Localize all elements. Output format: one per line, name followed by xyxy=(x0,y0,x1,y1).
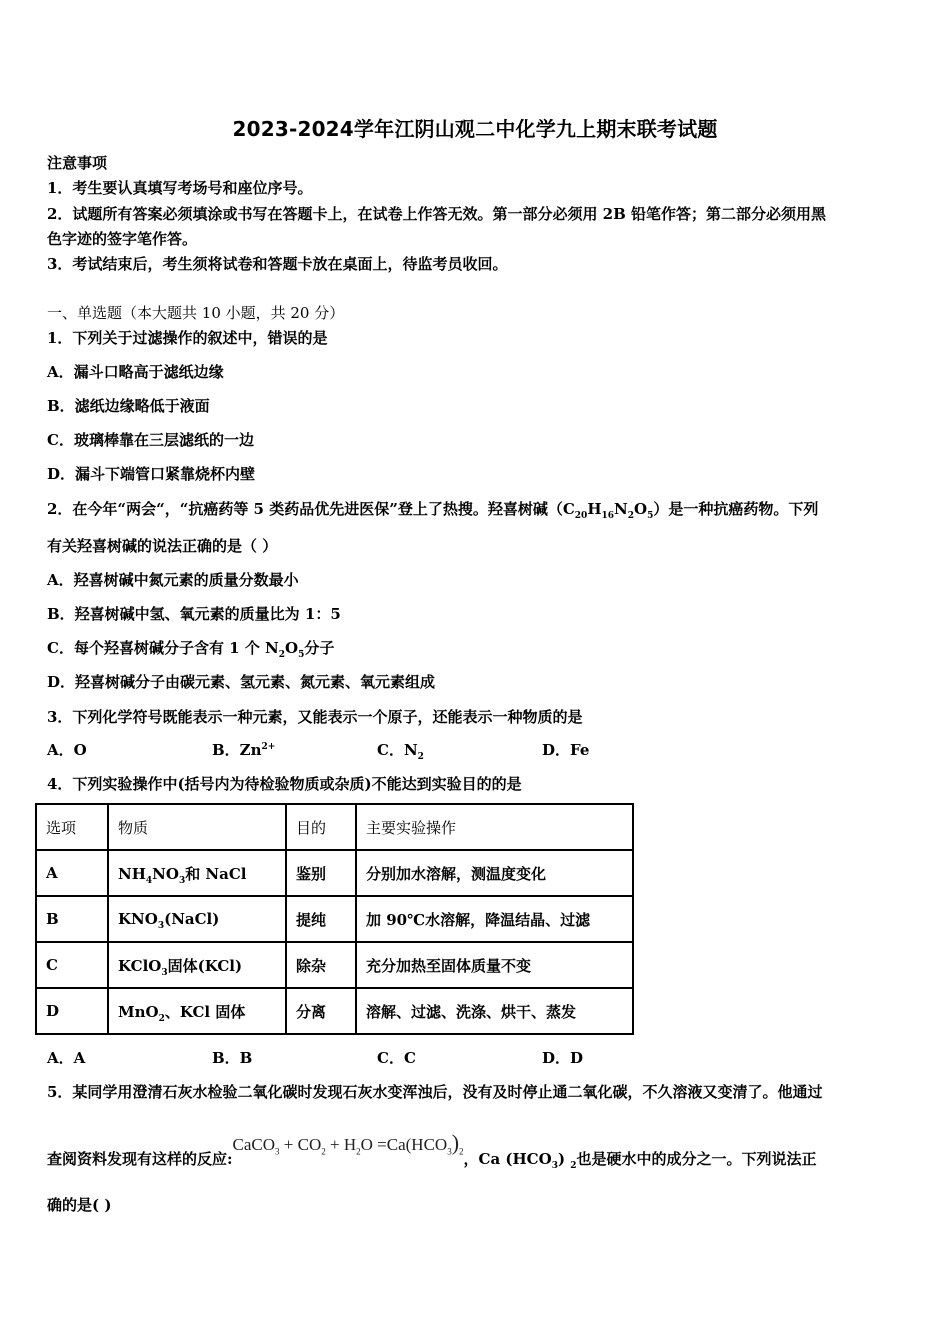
q4-option-a: A．A xyxy=(47,1049,86,1067)
table-row xyxy=(36,896,633,942)
notice-item-2-cont: 色字迹的签字笔作答。 xyxy=(47,230,198,248)
q3-option-b: B．$Zn^{2+}$ xyxy=(212,741,276,759)
table-header-row xyxy=(36,804,633,850)
table-cell-substance: $NH_4NO_3$和 NaCl xyxy=(108,850,286,896)
table-cell-operation: 充分加热至固体质量不变 xyxy=(356,942,633,988)
table-cell-operation: 加 90℃水溶解，降温结晶、过滤 xyxy=(356,896,633,942)
table-header-cell: 物质 xyxy=(108,804,286,850)
reaction-equation: CaCO$_3$ + $CO_2 + H_2O =Ca(HCO_3)_2$ xyxy=(232,1130,464,1157)
q2-option-a: A．羟喜树碱中氮元素的质量分数最小 xyxy=(47,571,299,589)
notice-heading: 注意事项 xyxy=(47,154,108,172)
q3-option-a: A．O xyxy=(47,741,87,759)
table-cell-substance: KClO$_3$固体(KCl) xyxy=(108,942,286,988)
q3-option-c: C．$N_2$ xyxy=(377,741,424,762)
table-cell-option: D xyxy=(36,988,108,1034)
q4-option-b: B．B xyxy=(212,1049,253,1067)
q1-option-d: D．漏斗下端管口紧靠烧杯内壁 xyxy=(47,465,256,483)
q2-option-b: B．羟喜树碱中氢、氧元素的质量比为 1：5 xyxy=(47,605,341,623)
q1-option-a: A．漏斗口略高于滤纸边缘 xyxy=(47,363,224,381)
table-cell-option: B xyxy=(36,896,108,942)
q4-option-c: C．C xyxy=(377,1049,416,1067)
notice-item-3: 3．考试结束后，考生须将试卷和答题卡放在桌面上，待监考员收回。 xyxy=(47,255,508,273)
table-cell-substance: MnO$_2$、KCl 固体 xyxy=(108,988,286,1034)
q4-option-d: D．D xyxy=(542,1049,584,1067)
table-row xyxy=(36,942,633,988)
section-heading: 一、单选题（本大题共 10 小题，共 20 分） xyxy=(47,304,345,322)
q2-stem: 2．在今年“两会“，“抗癌药等 5 类药品优先进医保”登上了热搜。羟喜树碱$(C_{20}H_{16}N_2O_5)$是一种抗癌药物。下列 xyxy=(47,500,819,521)
q1-option-b: B．滤纸边缘略低于液面 xyxy=(47,397,210,415)
table-row xyxy=(36,988,633,1034)
table-cell-goal: 鉴别 xyxy=(286,850,356,896)
q2-stem-cont: 有关羟喜树碱的说法正确的是（ ） xyxy=(47,537,278,555)
table-cell-option: C xyxy=(36,942,108,988)
table-cell-goal: 提纯 xyxy=(286,896,356,942)
q3-option-d: D．Fe xyxy=(542,741,590,759)
table-cell-goal: 分离 xyxy=(286,988,356,1034)
q3-stem: 3．下列化学符号既能表示一种元素，又能表示一个原子，还能表示一种物质的是 xyxy=(47,708,583,726)
q4-stem: 4．下列实验操作中(括号内为待检验物质或杂质)不能达到实验目的的是 xyxy=(47,775,522,793)
q2-option-c: C．每个羟喜树碱分子含有 1 个 $N_2O_5$分子 xyxy=(47,639,335,660)
q5-stem-end: 确的是( ) xyxy=(47,1196,112,1214)
q2-option-d: D．羟喜树碱分子由碳元素、氢元素、氮元素、氧元素组成 xyxy=(47,673,436,691)
q5-stem: 5．某同学用澄清石灰水检验二氧化碳时发现石灰水变浑浊后，没有及时停止通二氧化碳，不久溶液又变清了。他通过 xyxy=(47,1083,823,1101)
notice-item-1: 1．考生要认真填写考场号和座位序号。 xyxy=(47,179,313,197)
table-cell-option: A xyxy=(36,850,108,896)
q1-option-c: C．玻璃棒靠在三层滤纸的一边 xyxy=(47,431,254,449)
page-title: 2023-2024学年江阴山观二中化学九上期末联考试题 xyxy=(232,117,718,141)
notice-item-2: 2．试题所有答案必须填涂或书写在答题卡上，在试卷上作答无效。第一部分必须用 2B 铅笔作答；第二部分必须用黑 xyxy=(47,205,827,223)
table-row xyxy=(36,850,633,896)
q4-table xyxy=(35,803,634,1035)
table-cell-substance: $KNO_3(NaCl)$ xyxy=(108,896,286,942)
q1-stem: 1．下列关于过滤操作的叙述中，错误的是 xyxy=(47,329,328,347)
table-cell-goal: 除杂 xyxy=(286,942,356,988)
table-header-cell: 选项 xyxy=(36,804,108,850)
table-cell-operation: 分别加水溶解，测温度变化 xyxy=(356,850,633,896)
table-header-cell: 主要实验操作 xyxy=(356,804,633,850)
table-header-cell: 目的 xyxy=(286,804,356,850)
table-cell-operation: 溶解、过滤、洗涤、烘干、蒸发 xyxy=(356,988,633,1034)
q5-stem-formula-line: 查阅资料发现有这样的反应:CaCO$_3$ + $CO_2 + H_2O =Ca(HCO_3)_2$，Ca $(HCO_3)$ $_2$也是硬水中的成分之一。下列说法正 xyxy=(47,1130,817,1171)
